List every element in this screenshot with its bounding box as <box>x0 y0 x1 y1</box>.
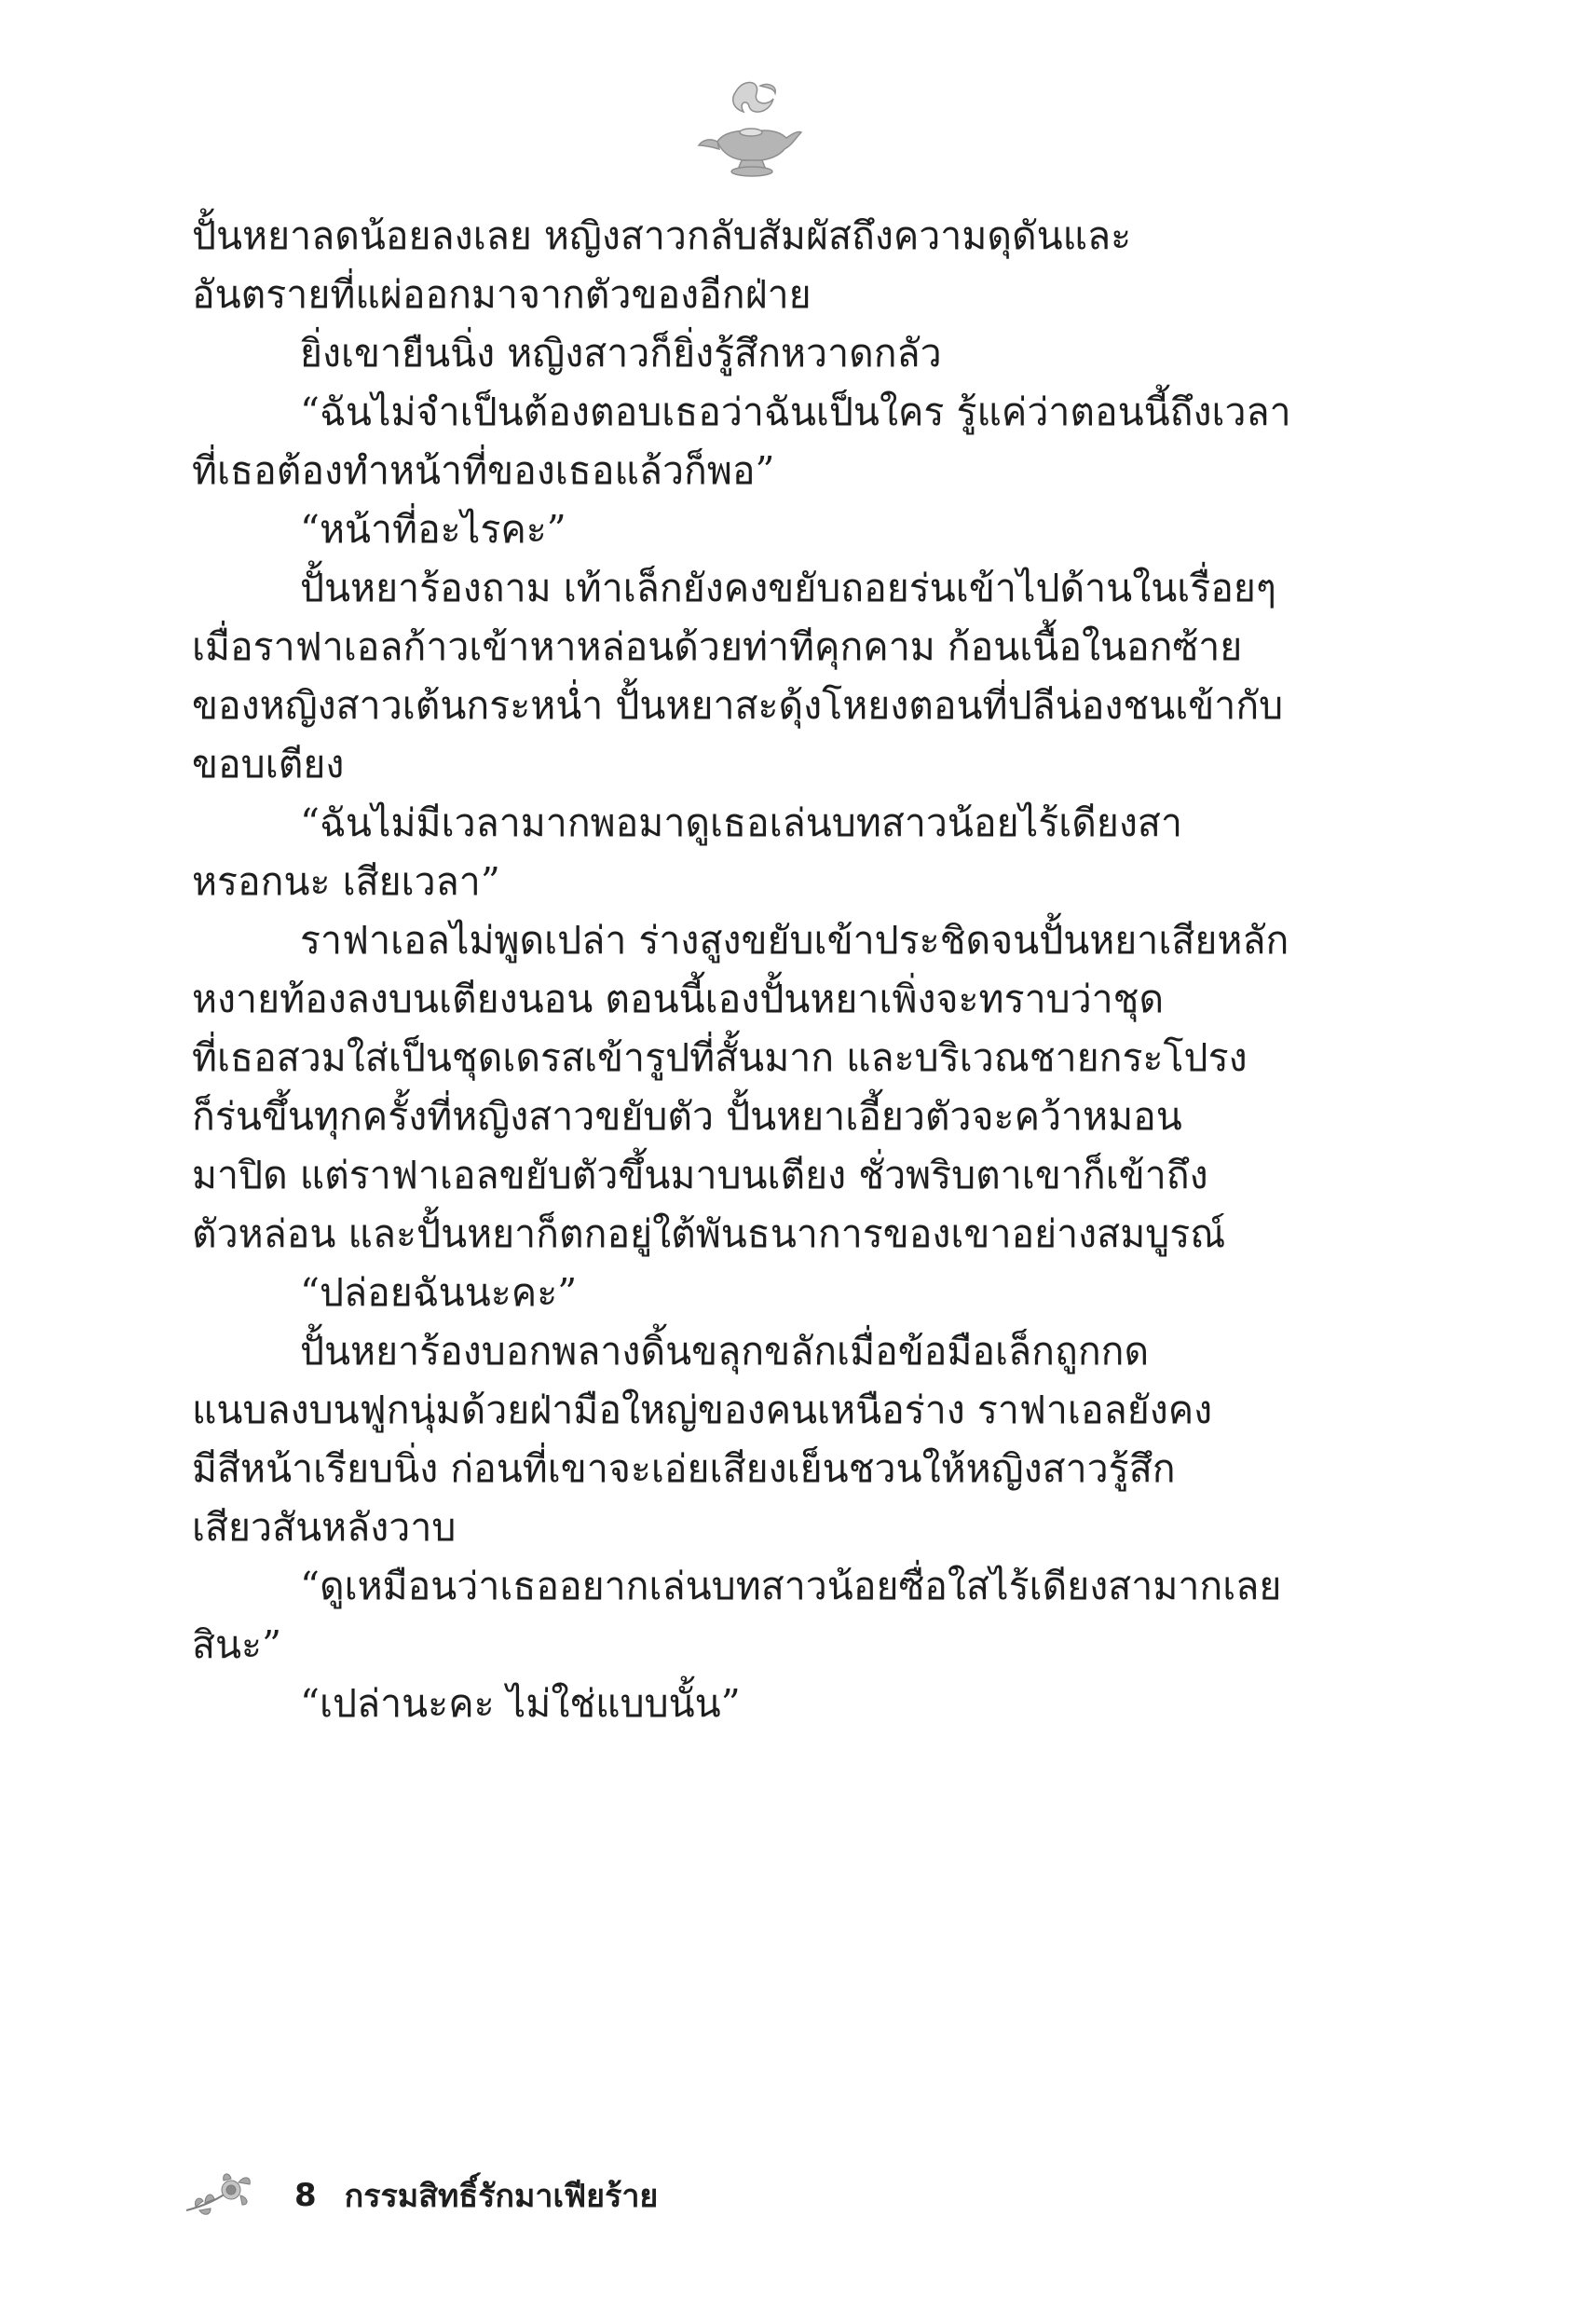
text-line: ปั้นหยาลดน้อยลงเลย หญิงสาวกลับสัมผัสถึงความดุดันและ <box>192 213 1132 258</box>
text-line: “ฉันไม่มีเวลามากพอมาดูเธอเล่นบทสาวน้อยไร้เดียงสา <box>300 800 1182 845</box>
text-line: แนบลงบนฟูกนุ่มด้วยฝ่ามือใหญ่ของคนเหนือร่าง ราฟาเอลยังคง <box>192 1388 1213 1432</box>
text-line: “เปล่านะคะ ไม่ใช่แบบนั้น” <box>300 1681 741 1726</box>
text-line: ยิ่งเขายืนนิ่ง หญิงสาวก็ยิ่งรู้สึกหวาดกลัว <box>300 331 942 376</box>
text-line: หงายท้องลงบนเตียงนอน ตอนนี้เองปั้นหยาเพิ่งจะทราบว่าชุด <box>192 977 1165 1021</box>
flower-sprig-icon <box>183 2169 257 2222</box>
text-line: มาปิด แต่ราฟาเอลขยับตัวขึ้นมาบนเตียง ชั่วพริบตาเขาก็เข้าถึง <box>192 1153 1208 1197</box>
text-line: มีสีหน้าเรียบนิ่ง ก่อนที่เขาจะเอ่ยเสียงเย็นชวนให้หญิงสาวรู้สึก <box>192 1446 1176 1491</box>
text-line: “ปล่อยฉันนะคะ” <box>300 1270 578 1315</box>
text-line: “ฉันไม่จำเป็นต้องตอบเธอว่าฉันเป็นใคร รู้แค่ว่าตอนนี้ถึงเวลา <box>300 390 1291 434</box>
genie-lamp-icon <box>695 73 807 185</box>
text-line: ก็ร่นขึ้นทุกครั้งที่หญิงสาวขยับตัว ปั้นหยาเอี้ยวตัวจะคว้าหมอน <box>192 1094 1182 1139</box>
page-number: 8 <box>294 2177 317 2214</box>
text-line: “ดูเหมือนว่าเธออยากเล่นบทสาวน้อยซื่อใสไร้เดียงสามากเลย <box>300 1564 1282 1608</box>
text-line: เสียวสันหลังวาบ <box>192 1505 457 1550</box>
text-line: ขอบเตียง <box>192 742 345 786</box>
text-line: หรอกนะ เสียเวลา” <box>192 859 500 904</box>
page-footer <box>183 2167 658 2223</box>
text-line: ที่เธอสวมใส่เป็นชุดเดรสเข้ารูปที่สั้นมาก และบริเวณชายกระโปรง <box>192 1035 1248 1080</box>
text-line: ปั้นหยาร้องบอกพลางดิ้นขลุกขลักเมื่อข้อมือเล็กถูกกด <box>300 1329 1150 1374</box>
text-line: เมื่อราฟาเอลก้าวเข้าหาหล่อนด้วยท่าทีคุกคาม ก้อนเนื้อในอกซ้าย <box>192 624 1243 669</box>
text-line: “หน้าที่อะไรคะ” <box>300 507 566 552</box>
book-title: กรรมสิทธิ์รักมาเฟียร้าย <box>344 2178 659 2215</box>
text-line: ของหญิงสาวเต้นกระหน่ำ ปั้นหยาสะดุ้งโหยงตอนที่ปลีน่องชนเข้ากับ <box>192 683 1284 728</box>
text-line: อันตรายที่แผ่ออกมาจากตัวของอีกฝ่าย <box>192 272 812 317</box>
text-line: ราฟาเอลไม่พูดเปล่า ร่างสูงขยับเข้าประชิดจนปั้นหยาเสียหลัก <box>300 918 1289 963</box>
text-line: ปั้นหยาร้องถาม เท้าเล็กยังคงขยับถอยร่นเข้าไปด้านในเรื่อยๆ <box>300 566 1276 610</box>
text-line: ที่เธอต้องทำหน้าที่ของเธอแล้วก็พอ” <box>192 448 775 493</box>
body-text <box>192 207 1336 1733</box>
text-line: สินะ” <box>192 1622 282 1667</box>
text-line: ตัวหล่อน และปั้นหยาก็ตกอยู่ใต้พันธนาการของเขาอย่างสมบูรณ์ <box>192 1211 1226 1256</box>
